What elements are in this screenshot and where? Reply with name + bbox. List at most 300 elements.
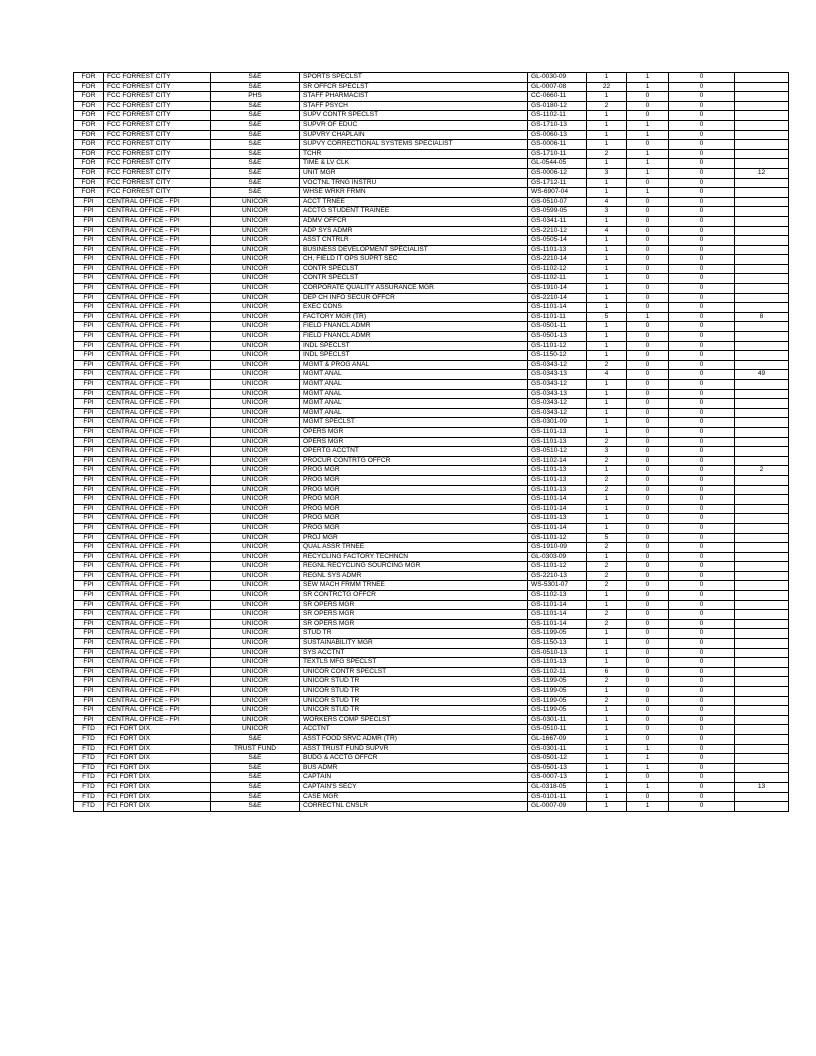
fund-type-cell: UNICOR <box>211 475 300 485</box>
group-total-cell <box>735 284 789 294</box>
institution-code-cell: FPI <box>74 351 104 361</box>
institution-code-cell: FTD <box>74 773 104 783</box>
total-count-cell: 1 <box>587 792 627 802</box>
institution-code-cell: FPI <box>74 543 104 553</box>
institution-name-cell: CENTRAL OFFICE - FPI <box>104 399 211 409</box>
position-title-cell: SPORTS SPECLST <box>300 73 528 83</box>
position-title-cell: PROG MGR <box>300 466 528 476</box>
pay-plan-series-grade-cell: GS-0343-12 <box>528 360 587 370</box>
col-count-b-cell: 0 <box>669 351 735 361</box>
pay-plan-series-grade-cell: GS-1199-05 <box>528 696 587 706</box>
pay-plan-series-grade-cell: GS-1101-11 <box>528 312 587 322</box>
institution-name-cell: CENTRAL OFFICE - FPI <box>104 332 211 342</box>
group-total-cell <box>735 264 789 274</box>
position-title-cell: MGMT ANAL <box>300 399 528 409</box>
table-row <box>74 533 789 543</box>
table-row <box>74 543 789 553</box>
institution-name-cell: FCC FORREST CITY <box>104 111 211 121</box>
group-total-cell <box>735 293 789 303</box>
institution-code-cell: FPI <box>74 284 104 294</box>
table-row <box>74 178 789 188</box>
total-count-cell: 1 <box>587 245 627 255</box>
group-total-cell <box>735 763 789 773</box>
institution-name-cell: CENTRAL OFFICE - FPI <box>104 437 211 447</box>
fund-type-cell: S&E <box>211 101 300 111</box>
institution-code-cell: FPI <box>74 581 104 591</box>
table-row <box>74 418 789 428</box>
col-count-b-cell: 0 <box>669 495 735 505</box>
pay-plan-series-grade-cell: GS-0343-12 <box>528 380 587 390</box>
group-total-cell: 13 <box>735 782 789 792</box>
table-row <box>74 523 789 533</box>
institution-name-cell: CENTRAL OFFICE - FPI <box>104 245 211 255</box>
table-row <box>74 236 789 246</box>
pay-plan-series-grade-cell: GS-1101-12 <box>528 533 587 543</box>
position-title-cell: CORPORATE QUALITY ASSURANCE MGR <box>300 284 528 294</box>
table-row <box>74 207 789 217</box>
col-count-a-cell: 1 <box>627 82 669 92</box>
position-title-cell: ACCTNT <box>300 725 528 735</box>
institution-name-cell: FCI FORT DIX <box>104 734 211 744</box>
pay-plan-series-grade-cell: GS-1101-14 <box>528 303 587 313</box>
table-row <box>74 447 789 457</box>
group-total-cell <box>735 236 789 246</box>
institution-name-cell: CENTRAL OFFICE - FPI <box>104 677 211 687</box>
col-count-a-cell: 1 <box>627 782 669 792</box>
fund-type-cell: UNICOR <box>211 456 300 466</box>
institution-code-cell: FPI <box>74 255 104 265</box>
table-row <box>74 658 789 668</box>
fund-type-cell: UNICOR <box>211 562 300 572</box>
pay-plan-series-grade-cell: GS-1101-14 <box>528 495 587 505</box>
position-title-cell: UNICOR STUD TR <box>300 706 528 716</box>
institution-code-cell: FPI <box>74 216 104 226</box>
institution-code-cell: FPI <box>74 562 104 572</box>
position-title-cell: UNICOR STUD TR <box>300 687 528 697</box>
position-title-cell: CORRECTNL CNSLR <box>300 802 528 812</box>
col-count-b-cell: 0 <box>669 216 735 226</box>
col-count-b-cell: 0 <box>669 341 735 351</box>
pay-plan-series-grade-cell: GS-0501-12 <box>528 754 587 764</box>
group-total-cell <box>735 427 789 437</box>
institution-code-cell: FPI <box>74 696 104 706</box>
pay-plan-series-grade-cell: GS-0510-12 <box>528 447 587 457</box>
position-title-cell: FIELD FNANCL ADMR <box>300 322 528 332</box>
col-count-b-cell: 0 <box>669 188 735 198</box>
table-row <box>74 120 789 130</box>
pay-plan-series-grade-cell: GS-1101-12 <box>528 562 587 572</box>
position-title-cell: WHSE WRKR FRMN <box>300 188 528 198</box>
col-count-b-cell: 0 <box>669 130 735 140</box>
institution-code-cell: FPI <box>74 389 104 399</box>
col-count-b-cell: 0 <box>669 159 735 169</box>
pay-plan-series-grade-cell: WS-6907-04 <box>528 188 587 198</box>
institution-code-cell: FOR <box>74 92 104 102</box>
group-total-cell <box>735 380 789 390</box>
col-count-a-cell: 0 <box>627 408 669 418</box>
col-count-b-cell: 0 <box>669 773 735 783</box>
institution-name-cell: CENTRAL OFFICE - FPI <box>104 341 211 351</box>
group-total-cell <box>735 523 789 533</box>
total-count-cell: 1 <box>587 427 627 437</box>
institution-name-cell: FCC FORREST CITY <box>104 159 211 169</box>
col-count-b-cell: 0 <box>669 562 735 572</box>
table-row <box>74 293 789 303</box>
pay-plan-series-grade-cell: GS-0343-12 <box>528 408 587 418</box>
pay-plan-series-grade-cell: GS-0501-13 <box>528 332 587 342</box>
fund-type-cell: UNICOR <box>211 504 300 514</box>
fund-type-cell: UNICOR <box>211 226 300 236</box>
position-title-cell: FACTORY MGR (TR) <box>300 312 528 322</box>
position-title-cell: ASST FOOD SRVC ADMR (TR) <box>300 734 528 744</box>
total-count-cell: 5 <box>587 312 627 322</box>
total-count-cell: 1 <box>587 687 627 697</box>
group-total-cell <box>735 437 789 447</box>
col-count-a-cell: 1 <box>627 168 669 178</box>
table-row <box>74 312 789 322</box>
total-count-cell: 4 <box>587 370 627 380</box>
col-count-b-cell: 0 <box>669 648 735 658</box>
col-count-b-cell: 0 <box>669 763 735 773</box>
fund-type-cell: UNICOR <box>211 639 300 649</box>
col-count-b-cell: 0 <box>669 92 735 102</box>
pay-plan-series-grade-cell: GS-2210-12 <box>528 226 587 236</box>
pay-plan-series-grade-cell: GL-0544-05 <box>528 159 587 169</box>
institution-code-cell: FPI <box>74 514 104 524</box>
institution-name-cell: CENTRAL OFFICE - FPI <box>104 236 211 246</box>
pay-plan-series-grade-cell: GS-0510-11 <box>528 725 587 735</box>
table-row <box>74 130 789 140</box>
col-count-a-cell: 1 <box>627 73 669 83</box>
pay-plan-series-grade-cell: GS-1199-05 <box>528 677 587 687</box>
table-row <box>74 744 789 754</box>
total-count-cell: 1 <box>587 284 627 294</box>
total-count-cell: 1 <box>587 332 627 342</box>
position-title-cell: STAFF PHARMACIST <box>300 92 528 102</box>
pay-plan-series-grade-cell: GS-1101-14 <box>528 523 587 533</box>
fund-type-cell: UNICOR <box>211 495 300 505</box>
fund-type-cell: UNICOR <box>211 303 300 313</box>
group-total-cell: 8 <box>735 312 789 322</box>
group-total-cell <box>735 802 789 812</box>
institution-code-cell: FTD <box>74 754 104 764</box>
institution-code-cell: FPI <box>74 236 104 246</box>
pay-plan-series-grade-cell: GS-1101-12 <box>528 341 587 351</box>
fund-type-cell: UNICOR <box>211 523 300 533</box>
group-total-cell <box>735 149 789 159</box>
col-count-b-cell: 0 <box>669 418 735 428</box>
total-count-cell: 2 <box>587 562 627 572</box>
group-total-cell <box>735 255 789 265</box>
col-count-a-cell: 0 <box>627 380 669 390</box>
position-title-cell: OPERTG ACCTNT <box>300 447 528 457</box>
position-title-cell: SR OPERS MGR <box>300 600 528 610</box>
institution-code-cell: FPI <box>74 523 104 533</box>
table-row <box>74 696 789 706</box>
group-total-cell <box>735 207 789 217</box>
col-count-a-cell: 0 <box>627 667 669 677</box>
institution-name-cell: FCC FORREST CITY <box>104 101 211 111</box>
col-count-a-cell: 0 <box>627 495 669 505</box>
institution-name-cell: CENTRAL OFFICE - FPI <box>104 706 211 716</box>
table-row <box>74 111 789 121</box>
col-count-a-cell: 0 <box>627 351 669 361</box>
institution-name-cell: CENTRAL OFFICE - FPI <box>104 389 211 399</box>
total-count-cell: 1 <box>587 408 627 418</box>
table-row <box>74 552 789 562</box>
col-count-b-cell: 0 <box>669 360 735 370</box>
institution-code-cell: FOR <box>74 159 104 169</box>
pay-plan-series-grade-cell: GS-1102-13 <box>528 591 587 601</box>
col-count-a-cell: 0 <box>627 92 669 102</box>
table-row <box>74 284 789 294</box>
pay-plan-series-grade-cell: GS-0343-13 <box>528 370 587 380</box>
fund-type-cell: UNICOR <box>211 380 300 390</box>
total-count-cell: 1 <box>587 600 627 610</box>
col-count-a-cell: 0 <box>627 178 669 188</box>
col-count-a-cell: 0 <box>627 773 669 783</box>
group-total-cell <box>735 332 789 342</box>
position-title-cell: SR OFFCR SPECLST <box>300 82 528 92</box>
fund-type-cell: UNICOR <box>211 197 300 207</box>
fund-type-cell: UNICOR <box>211 264 300 274</box>
fund-type-cell: S&E <box>211 188 300 198</box>
table-row <box>74 149 789 159</box>
total-count-cell: 1 <box>587 744 627 754</box>
col-count-b-cell: 0 <box>669 485 735 495</box>
group-total-cell <box>735 322 789 332</box>
col-count-a-cell: 0 <box>627 600 669 610</box>
institution-name-cell: FCC FORREST CITY <box>104 168 211 178</box>
total-count-cell: 2 <box>587 456 627 466</box>
fund-type-cell: UNICOR <box>211 418 300 428</box>
group-total-cell <box>735 120 789 130</box>
institution-name-cell: CENTRAL OFFICE - FPI <box>104 312 211 322</box>
position-title-cell: EXEC CONS <box>300 303 528 313</box>
group-total-cell <box>735 495 789 505</box>
group-total-cell <box>735 629 789 639</box>
table-row <box>74 763 789 773</box>
col-count-b-cell: 0 <box>669 226 735 236</box>
position-title-cell: SR OPERS MGR <box>300 610 528 620</box>
table-row <box>74 802 789 812</box>
position-title-cell: PROG MGR <box>300 523 528 533</box>
pay-plan-series-grade-cell: WS-5301-07 <box>528 581 587 591</box>
pay-plan-series-grade-cell: GL-0007-08 <box>528 82 587 92</box>
group-total-cell <box>735 571 789 581</box>
institution-code-cell: FPI <box>74 706 104 716</box>
position-title-cell: MGMT ANAL <box>300 389 528 399</box>
institution-code-cell: FPI <box>74 610 104 620</box>
institution-code-cell: FPI <box>74 207 104 217</box>
group-total-cell <box>735 725 789 735</box>
institution-code-cell: FPI <box>74 552 104 562</box>
institution-name-cell: CENTRAL OFFICE - FPI <box>104 552 211 562</box>
table-row <box>74 706 789 716</box>
position-title-cell: UNICOR STUD TR <box>300 696 528 706</box>
position-title-cell: PROG MGR <box>300 514 528 524</box>
col-count-b-cell: 0 <box>669 149 735 159</box>
fund-type-cell: PHS <box>211 92 300 102</box>
position-title-cell: FIELD FNANCL ADMR <box>300 332 528 342</box>
col-count-b-cell: 0 <box>669 600 735 610</box>
fund-type-cell: UNICOR <box>211 207 300 217</box>
col-count-b-cell: 0 <box>669 687 735 697</box>
group-total-cell <box>735 677 789 687</box>
fund-type-cell: UNICOR <box>211 648 300 658</box>
total-count-cell: 2 <box>587 581 627 591</box>
table-row <box>74 600 789 610</box>
position-title-cell: MGMT SPECLST <box>300 418 528 428</box>
total-count-cell: 1 <box>587 495 627 505</box>
col-count-a-cell: 1 <box>627 188 669 198</box>
position-title-cell: OPERS MGR <box>300 437 528 447</box>
col-count-b-cell: 0 <box>669 744 735 754</box>
table-row <box>74 399 789 409</box>
pay-plan-series-grade-cell: GS-1101-13 <box>528 437 587 447</box>
col-count-b-cell: 0 <box>669 543 735 553</box>
position-title-cell: UNIT MGR <box>300 168 528 178</box>
group-total-cell <box>735 475 789 485</box>
group-total-cell <box>735 600 789 610</box>
staffing-table <box>73 72 789 812</box>
fund-type-cell: UNICOR <box>211 284 300 294</box>
group-total-cell <box>735 543 789 553</box>
fund-type-cell: UNICOR <box>211 591 300 601</box>
col-count-b-cell: 0 <box>669 389 735 399</box>
pay-plan-series-grade-cell: GS-0301-11 <box>528 715 587 725</box>
col-count-b-cell: 0 <box>669 178 735 188</box>
col-count-b-cell: 0 <box>669 533 735 543</box>
position-title-cell: CAPTAIN <box>300 773 528 783</box>
pay-plan-series-grade-cell: GS-1199-05 <box>528 706 587 716</box>
fund-type-cell: S&E <box>211 178 300 188</box>
pay-plan-series-grade-cell: GL-0007-09 <box>528 802 587 812</box>
col-count-a-cell: 0 <box>627 715 669 725</box>
group-total-cell <box>735 303 789 313</box>
position-title-cell: SUPVR OF EDUC <box>300 120 528 130</box>
institution-code-cell: FPI <box>74 571 104 581</box>
pay-plan-series-grade-cell: GS-0007-13 <box>528 773 587 783</box>
institution-code-cell: FPI <box>74 303 104 313</box>
col-count-b-cell: 0 <box>669 264 735 274</box>
table-row <box>74 351 789 361</box>
table-row <box>74 648 789 658</box>
col-count-a-cell: 0 <box>627 293 669 303</box>
institution-name-cell: FCI FORT DIX <box>104 763 211 773</box>
institution-name-cell: CENTRAL OFFICE - FPI <box>104 504 211 514</box>
institution-name-cell: CENTRAL OFFICE - FPI <box>104 571 211 581</box>
group-total-cell <box>735 274 789 284</box>
position-title-cell: CAPTAIN'S SECY <box>300 782 528 792</box>
total-count-cell: 4 <box>587 226 627 236</box>
fund-type-cell: UNICOR <box>211 514 300 524</box>
total-count-cell: 4 <box>587 197 627 207</box>
institution-code-cell: FTD <box>74 802 104 812</box>
pay-plan-series-grade-cell: GS-1150-13 <box>528 639 587 649</box>
table-row <box>74 667 789 677</box>
col-count-b-cell: 0 <box>669 245 735 255</box>
col-count-b-cell: 0 <box>669 696 735 706</box>
institution-code-cell: FPI <box>74 715 104 725</box>
pay-plan-series-grade-cell: GS-1101-14 <box>528 504 587 514</box>
pay-plan-series-grade-cell: GS-1101-13 <box>528 485 587 495</box>
total-count-cell: 1 <box>587 216 627 226</box>
table-row <box>74 380 789 390</box>
institution-name-cell: CENTRAL OFFICE - FPI <box>104 418 211 428</box>
group-total-cell <box>735 82 789 92</box>
fund-type-cell: UNICOR <box>211 255 300 265</box>
pay-plan-series-grade-cell: GS-1199-05 <box>528 687 587 697</box>
table-row <box>74 140 789 150</box>
fund-type-cell: UNICOR <box>211 706 300 716</box>
fund-type-cell: UNICOR <box>211 341 300 351</box>
institution-name-cell: CENTRAL OFFICE - FPI <box>104 284 211 294</box>
table-row <box>74 754 789 764</box>
fund-type-cell: UNICOR <box>211 715 300 725</box>
pay-plan-series-grade-cell: GS-0101-11 <box>528 792 587 802</box>
total-count-cell: 1 <box>587 178 627 188</box>
total-count-cell: 1 <box>587 351 627 361</box>
col-count-b-cell: 0 <box>669 236 735 246</box>
total-count-cell: 1 <box>587 255 627 265</box>
position-title-cell: INDL SPECLST <box>300 341 528 351</box>
total-count-cell: 1 <box>587 111 627 121</box>
col-count-b-cell: 0 <box>669 677 735 687</box>
pay-plan-series-grade-cell: GS-0501-11 <box>528 322 587 332</box>
total-count-cell: 1 <box>587 73 627 83</box>
pay-plan-series-grade-cell: GS-0341-11 <box>528 216 587 226</box>
col-count-b-cell: 0 <box>669 658 735 668</box>
total-count-cell: 3 <box>587 207 627 217</box>
col-count-b-cell: 0 <box>669 312 735 322</box>
institution-name-cell: CENTRAL OFFICE - FPI <box>104 264 211 274</box>
pay-plan-series-grade-cell: GS-0510-07 <box>528 197 587 207</box>
col-count-b-cell: 0 <box>669 303 735 313</box>
pay-plan-series-grade-cell: GS-0510-13 <box>528 648 587 658</box>
col-count-b-cell: 0 <box>669 552 735 562</box>
col-count-b-cell: 0 <box>669 706 735 716</box>
table-row <box>74 485 789 495</box>
institution-name-cell: FCC FORREST CITY <box>104 92 211 102</box>
group-total-cell <box>735 514 789 524</box>
group-total-cell <box>735 159 789 169</box>
total-count-cell: 1 <box>587 322 627 332</box>
pay-plan-series-grade-cell: GL-0303-09 <box>528 552 587 562</box>
table-row <box>74 226 789 236</box>
institution-name-cell: FCI FORT DIX <box>104 725 211 735</box>
institution-name-cell: CENTRAL OFFICE - FPI <box>104 591 211 601</box>
group-total-cell <box>735 188 789 198</box>
col-count-b-cell: 0 <box>669 571 735 581</box>
institution-code-cell: FPI <box>74 427 104 437</box>
institution-code-cell: FOR <box>74 130 104 140</box>
col-count-b-cell: 0 <box>669 475 735 485</box>
group-total-cell <box>735 408 789 418</box>
col-count-b-cell: 0 <box>669 639 735 649</box>
pay-plan-series-grade-cell: GS-1102-14 <box>528 456 587 466</box>
position-title-cell: CH, FIELD IT OPS SUPRT SEC <box>300 255 528 265</box>
total-count-cell: 1 <box>587 341 627 351</box>
col-count-a-cell: 0 <box>627 543 669 553</box>
pay-plan-series-grade-cell: GS-1101-13 <box>528 245 587 255</box>
institution-code-cell: FPI <box>74 504 104 514</box>
col-count-b-cell: 0 <box>669 504 735 514</box>
col-count-a-cell: 1 <box>627 149 669 159</box>
col-count-a-cell: 1 <box>627 754 669 764</box>
position-title-cell: VOCTNL TRNG INSTRU <box>300 178 528 188</box>
pay-plan-series-grade-cell: GL-0318-05 <box>528 782 587 792</box>
